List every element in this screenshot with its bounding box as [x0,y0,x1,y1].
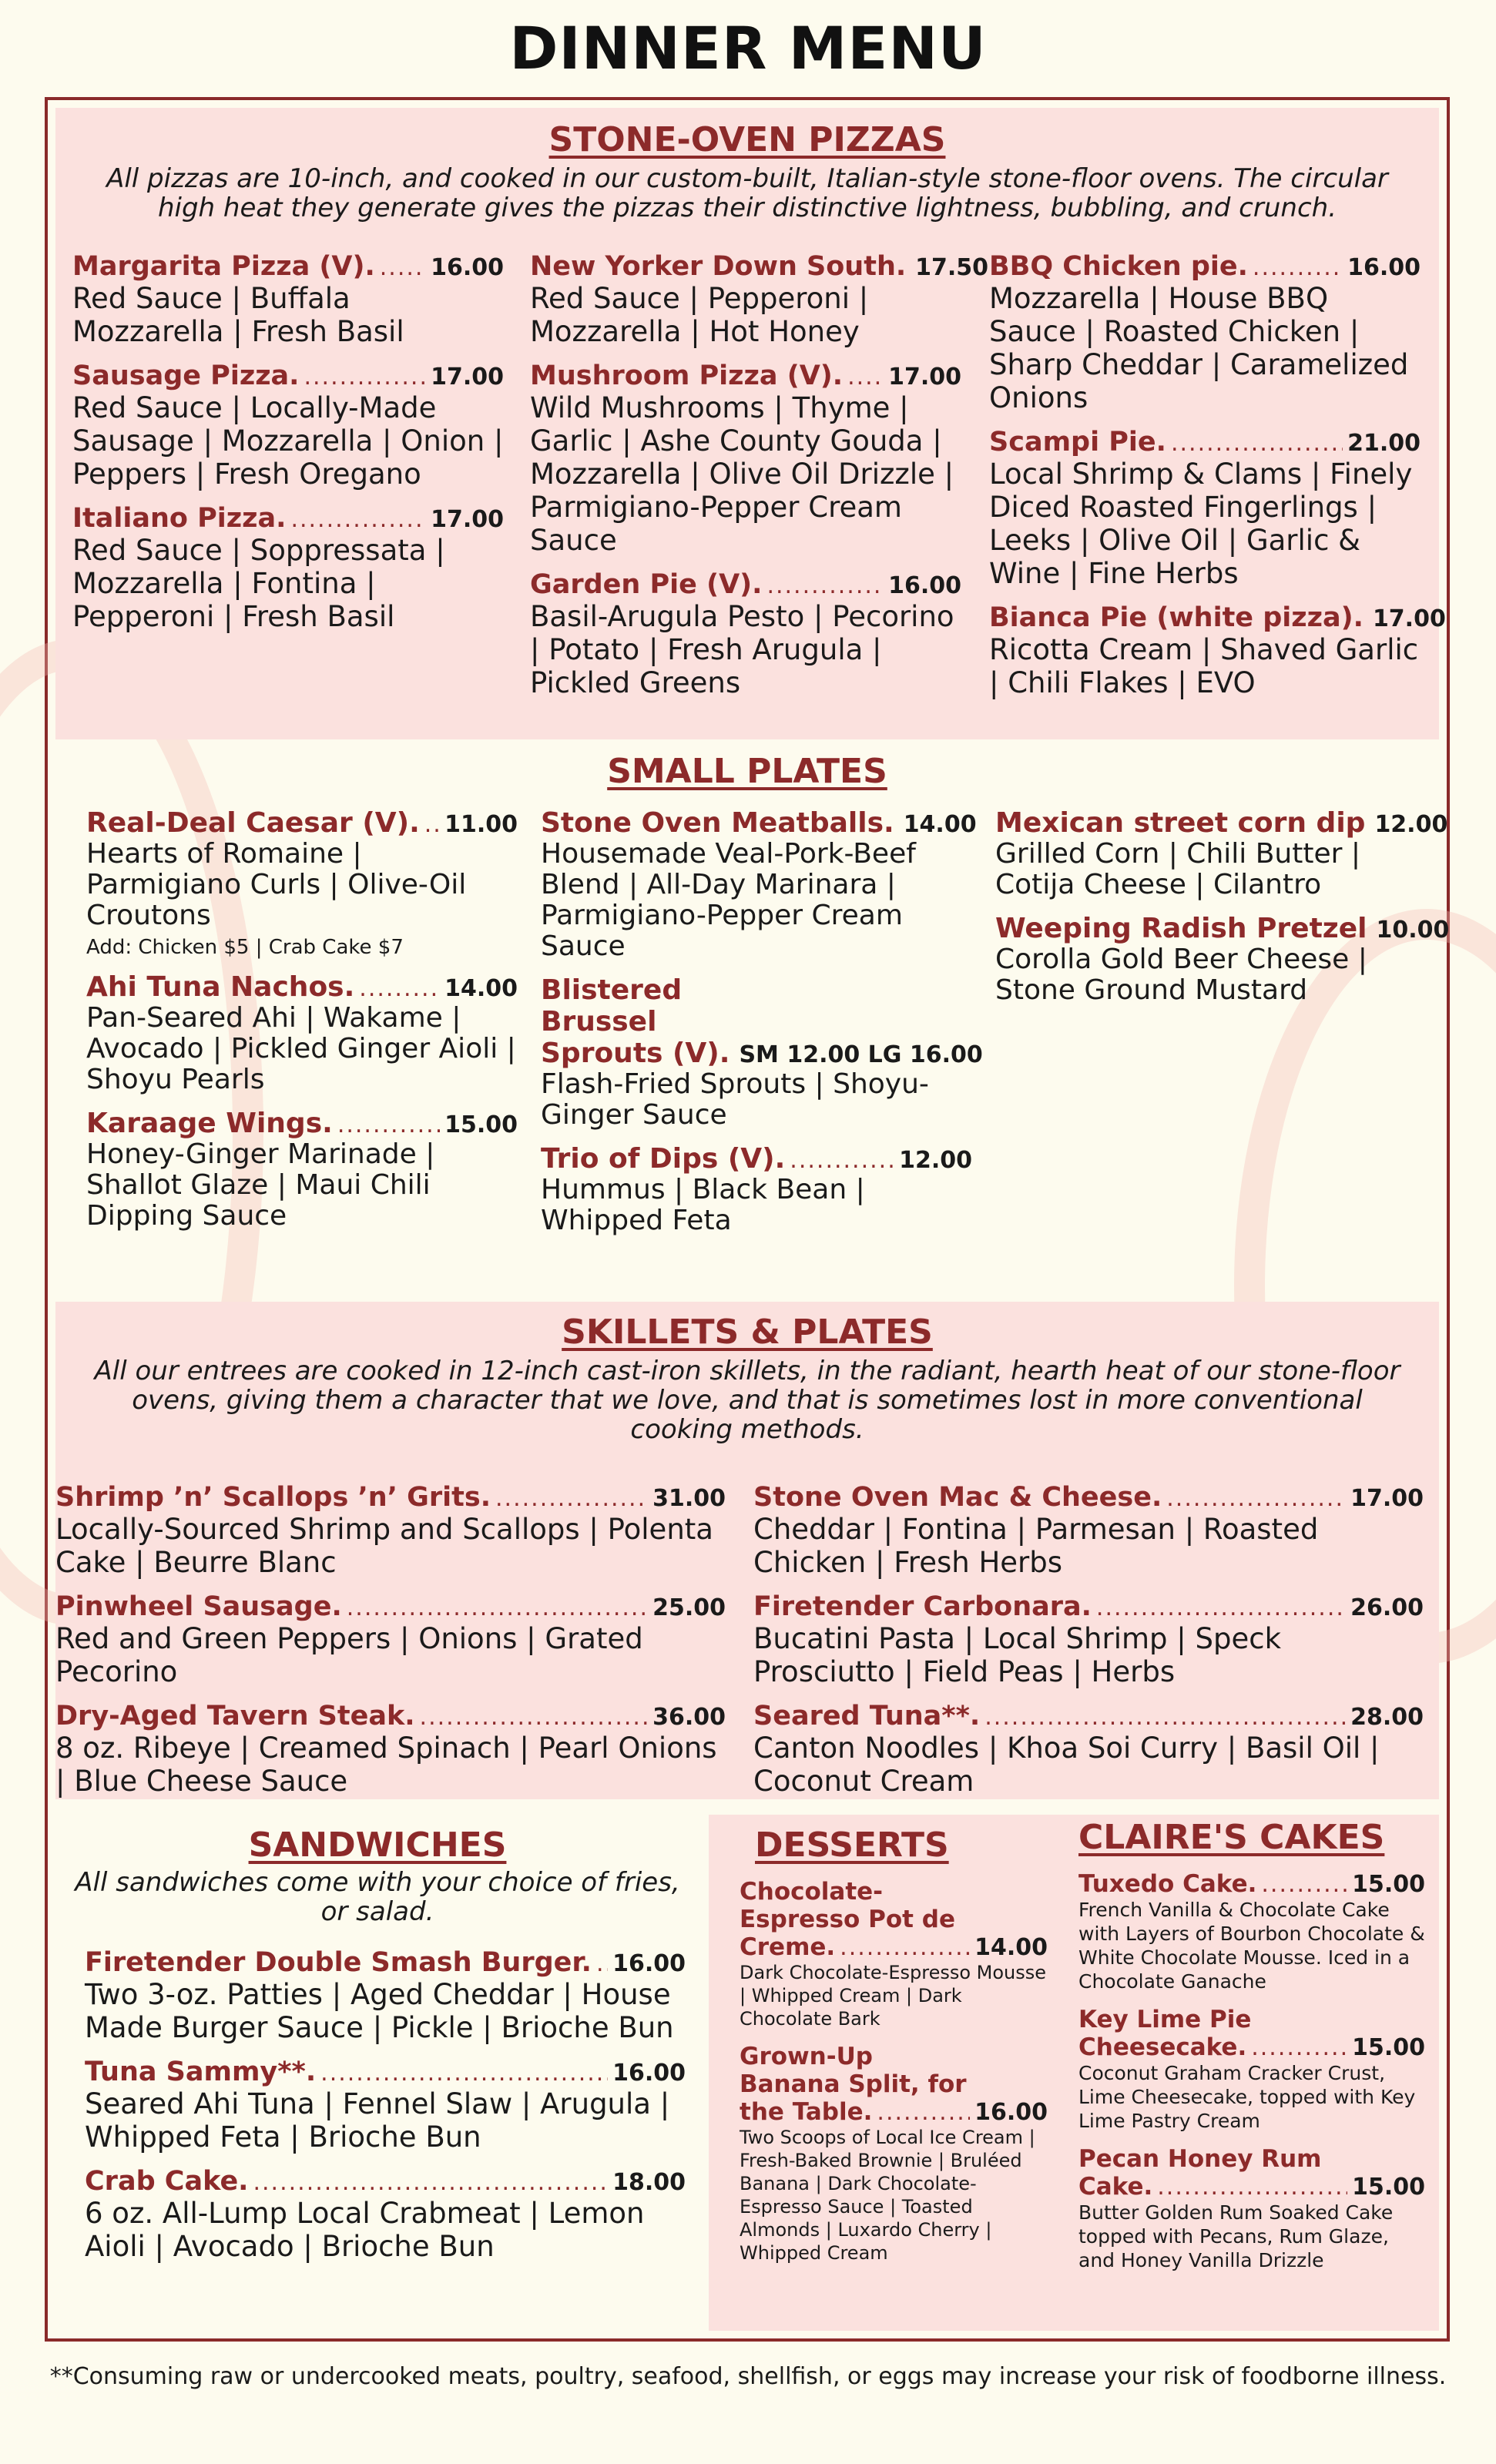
item-description: Coconut Graham Cracker Crust, Lime Cheesecake, topped with Key Lime Pastry Cream [1078,2062,1416,2132]
small-plates-col-1 [86,807,518,1244]
skillets-section [55,1302,1439,1799]
item-name: Real-Deal Caesar (V). [86,807,420,839]
item-header [1078,2173,1425,2201]
menu-item [530,569,961,699]
item-description: Locally-Sourced Shrimp and Scallops | Polenta Cake | Beurre Blanc [55,1513,713,1579]
item-name: Crab Cake. [85,2166,249,2197]
menu-item [995,807,1448,900]
leader-dots [1261,1871,1347,1898]
menu-item [86,971,518,1095]
item-price: 15.00 [1352,1871,1425,1898]
item-header [86,971,518,1003]
pizzas-col-3 [989,251,1446,712]
item-addon: Add: Chicken $5 | Crab Cake $7 [86,936,404,959]
footer-note: **Consuming raw or undercooked meats, poultry, seafood, shellfish, or eggs may increase your risk of foodborne illness. [49,2363,1447,2390]
menu-item [1078,2145,1425,2272]
item-name: Tuxedo Cake. [1078,1870,1257,1898]
item-header [530,251,989,282]
item-name: Pinwheel Sausage. [55,1591,342,1622]
desserts-section [709,1815,1439,2331]
leader-dots [596,1950,608,1977]
leader-dots [1096,1594,1346,1621]
item-name-line: Key Lime Pie [1078,2006,1252,2033]
item-price: 28.00 [1350,1704,1424,1731]
item-header [753,1701,1424,1732]
leader-dots [320,2060,608,2087]
menu-item [86,807,518,959]
item-name: Italiano Pizza. [72,503,287,534]
cakes-list [1078,1870,1425,2285]
item-price: 17.00 [1372,605,1446,632]
item-name: Bianca Pie (white pizza). [989,602,1364,633]
item-header [72,503,504,534]
item-description: 6 oz. All-Lump Local Crabmeat | Lemon Aioli | Avocado | Brioche Bun [85,2197,645,2263]
item-description: Hearts of Romaine | Parmigiano Curls | Olive-Oil Croutons [86,838,467,931]
item-description: 8 oz. Ribeye | Creamed Spinach | Pearl Onions | Blue Cheese Sauce [55,1732,717,1798]
item-price: 16.00 [612,1950,686,1977]
leader-dots [1157,2174,1347,2201]
item-description: Pan-Seared Ahi | Wakame | Avocado | Pickled Ginger Aioli | Shoyu Pearls [86,1002,516,1095]
item-name: New Yorker Down South. [530,251,907,282]
leader-dots [1166,1485,1346,1512]
item-name: the Table. [740,2098,873,2126]
menu-item [72,503,504,633]
item-price: 16.00 [431,254,504,281]
menu-item [85,2166,686,2263]
item-price: 16.00 [974,2099,1048,2126]
item-header [72,360,504,391]
menu-item [72,251,504,348]
item-price: 36.00 [652,1704,726,1731]
leader-dots [304,364,426,391]
item-name: Mushroom Pizza (V). [530,360,844,391]
item-description: Two Scoops of Local Ice Cream | Fresh-Baked Brownie | Bruléed Banana | Dark Chocolate-Espresso Sauce | Toasted Almonds | Luxardo Cherry | Whipped Cream [740,2127,1035,2264]
menu-item [740,1878,1048,2030]
item-header [989,427,1421,458]
small-plates-heading: SMALL PLATES [607,752,887,791]
item-price: 15.00 [1352,2034,1425,2061]
item-name: Ahi Tuna Nachos. [86,971,355,1003]
item-description: Red Sauce | Soppressata | Mozzarella | Fontina | Pepperoni | Fresh Basil [72,534,445,633]
item-header [541,1143,972,1175]
small-plates-col-2 [541,807,983,1249]
item-description: Canton Noodles | Khoa Soi Curry | Basil Oil | Coconut Cream [753,1732,1380,1798]
leader-dots [424,811,440,838]
item-description: Red and Green Peppers | Onions | Grated Pecorino [55,1622,643,1688]
menu-item [55,1591,726,1688]
item-name: Stone Oven Meatballs. [541,807,894,839]
leader-dots [1251,2034,1347,2061]
item-name: Dry-Aged Tavern Steak. [55,1701,415,1732]
item-description: French Vanilla & Chocolate Cake with Layers of Bourbon Chocolate & White Chocolate Mousse. Iced in a Chocolate Ganache [1078,1899,1425,1993]
leader-dots [290,506,426,533]
skillets-heading: SKILLETS & PLATES [562,1312,933,1352]
item-name: Stone Oven Mac & Cheese. [753,1482,1162,1513]
item-name: Weeping Radish Pretzel [995,913,1367,944]
item-name: Scampi Pie. [989,427,1166,458]
leader-dots [420,1704,649,1731]
page-title: DINNER MENU [509,14,987,82]
item-name: Tuna Sammy**. [85,2057,317,2087]
leader-dots [495,1485,648,1512]
cakes-heading: CLAIRE'S CAKES [1078,1818,1385,1857]
leader-dots [766,572,884,599]
menu-item [530,251,989,348]
desserts-list [740,1878,1048,2277]
item-description: Flash-Fried Sprouts | Shoyu-Ginger Sauce [541,1068,929,1131]
item-description: Hummus | Black Bean | Whipped Feta [541,1174,865,1236]
menu-item [85,2057,686,2154]
item-name: Firetender Double Smash Burger. [85,1947,592,1978]
item-price: 12.00 [1374,811,1448,838]
leader-dots [1253,254,1343,281]
item-header [55,1701,726,1732]
item-price: 15.00 [444,1111,518,1138]
item-header [541,807,977,839]
item-description: Grilled Corn | Chili Butter | Cotija Cheese | Cilantro [995,838,1360,900]
menu-item [753,1701,1424,1798]
item-header [740,2098,1048,2126]
item-name: Cake. [1078,2173,1153,2201]
menu-item [72,360,504,491]
leader-dots [337,1111,440,1138]
item-name: Shrimp ’n’ Scallops ’n’ Grits. [55,1482,491,1513]
item-price: 18.00 [612,2169,686,2196]
item-description: Housemade Veal-Pork-Beef Blend | All-Day Marinara | Parmigiano-Pepper Cream Sauce [541,838,916,962]
item-header [1078,2033,1425,2061]
item-price: 12.00 [899,1147,972,1174]
item-name: Firetender Carbonara. [753,1591,1092,1622]
item-price: 16.00 [1347,254,1421,281]
item-header [995,807,1448,839]
menu-item [85,1947,686,2044]
item-name: Karaage Wings. [86,1108,333,1139]
item-header [85,2166,686,2197]
item-name: BBQ Chicken pie. [989,251,1248,282]
menu-item [753,1591,1424,1688]
leader-dots [847,364,884,391]
menu-item [530,360,961,557]
sandwiches-section [55,1815,699,2331]
item-name: Mexican street corn dip [995,807,1366,839]
leader-dots [380,254,426,281]
item-description: Two 3-oz. Patties | Aged Cheddar | House Made Burger Sauce | Pickle | Brioche Bun [85,1978,674,2044]
item-name: Trio of Dips (V). [541,1143,786,1175]
item-header [55,1482,726,1513]
sandwiches-intro: All sandwiches come with your choice of fries, or salad. [75,1867,680,1927]
item-name-line: Pecan Honey Rum [1078,2145,1322,2173]
leader-dots [347,1594,648,1621]
item-price: 31.00 [652,1485,726,1512]
item-description: Corolla Gold Beer Cheese | Stone Ground Mustard [995,944,1367,1006]
item-description: Basil-Arugula Pesto | Pecorino | Potato | Fresh Arugula | Pickled Greens [530,600,954,699]
item-name-line: Chocolate- [740,1878,884,1906]
item-price: 14.00 [444,975,518,1002]
sandwiches-list [85,1947,686,2275]
item-description: Cheddar | Fontina | Parmesan | Roasted Chicken | Fresh Herbs [753,1513,1319,1579]
leader-dots [984,1704,1346,1731]
item-header [72,251,504,282]
item-description: Red Sauce | Buffala Mozzarella | Fresh Basil [72,282,404,348]
item-price: 14.00 [903,811,977,838]
item-name: Sausage Pizza. [72,360,300,391]
item-price: 10.00 [1376,917,1450,944]
item-description: Bucatini Pasta | Local Shrimp | Speck Prosciutto | Field Peas | Herbs [753,1622,1282,1688]
item-price: 17.00 [888,364,961,391]
item-price: 25.00 [652,1594,726,1621]
menu-item [989,251,1421,414]
item-name: Creme. [740,1933,836,1961]
menu-item [86,1108,518,1232]
leader-dots [1171,430,1343,457]
item-name-line: Blistered [541,974,683,1006]
item-name: Garden Pie (V). [530,569,763,600]
menu-item [995,913,1450,1006]
sandwiches-heading: SANDWICHES [248,1825,507,1865]
menu-item [541,1143,972,1236]
item-price: 17.00 [431,364,504,391]
item-description: Butter Golden Rum Soaked Cake topped with Pecans, Rum Glaze, and Honey Vanilla Drizzle [1078,2201,1394,2271]
item-name-line: Banana Split, for [740,2070,967,2098]
small-plates-section [55,739,1450,1317]
menu-item [740,2043,1048,2265]
item-header [86,1108,518,1139]
item-header [530,360,961,391]
item-header [995,913,1450,944]
item-name-line: Grown-Up [740,2043,873,2070]
menu-item [541,807,977,962]
item-header [530,569,961,600]
menu-item [1078,1870,1425,1993]
pizzas-intro: All pizzas are 10-inch, and cooked in our custom-built, Italian-style stone-floor ovens. The circular high heat they generate gives the pizzas their distinctive lightness, bubbling, and crunch. [106,163,1388,223]
item-price: SM 12.00 LG 16.00 [739,1041,983,1068]
skillets-col-1 [55,1482,726,1810]
leader-dots [840,1934,970,1961]
leader-dots [253,2169,608,2196]
item-price: 17.00 [1350,1485,1424,1512]
menu-item [541,974,983,1131]
item-price: 11.00 [444,811,518,838]
menu-item [753,1482,1424,1579]
skillets-intro: All our entrees are cooked in 12-inch cast-iron skillets, in the radiant, hearth heat of our stone-floor ovens, giving them a character that we love, and that is sometimes lost in more conventional cooking methods. [94,1356,1400,1445]
item-price: 17.00 [431,506,504,533]
item-header [989,602,1446,633]
item-price: 14.00 [974,1934,1048,1961]
menu-item [55,1701,726,1798]
menu-item [1078,2006,1425,2133]
item-name-line: Brussel [541,1006,657,1038]
item-header [86,807,518,839]
menu-item [989,427,1421,590]
small-plates-col-3 [995,807,1450,1018]
item-header [1078,1870,1425,1898]
leader-dots [790,1147,894,1174]
menu-item [989,602,1446,699]
menu-frame [45,97,1450,2342]
item-price: 26.00 [1350,1594,1424,1621]
item-description: Wild Mushrooms | Thyme | Garlic | Ashe County Gouda | Mozzarella | Olive Oil Drizzle | Parmigiano-Pepper Cream Sauce [530,391,954,557]
item-header [740,1933,1048,1961]
item-price: 16.00 [612,2060,686,2087]
item-description: Dark Chocolate-Espresso Mousse | Whipped Cream | Dark Chocolate Bark [740,1962,1047,2030]
item-description: Honey-Ginger Marinade | Shallot Glaze | Maui Chili Dipping Sauce [86,1138,435,1232]
pizzas-col-1 [72,251,504,645]
leader-dots [359,975,440,1002]
pizzas-section [55,108,1446,739]
item-description: Local Shrimp & Clams | Finely Diced Roasted Fingerlings | Leeks | Olive Oil | Garlic & Wine | Fine Herbs [989,458,1413,590]
item-price: 15.00 [1352,2174,1425,2201]
item-description: Red Sauce | Pepperoni | Mozzarella | Hot Honey [530,282,869,348]
item-name: Cheesecake. [1078,2033,1247,2061]
item-price: 21.00 [1347,430,1421,457]
item-header [55,1591,726,1622]
desserts-heading: DESSERTS [755,1825,949,1865]
item-price: 17.50 [915,254,989,281]
item-description: Ricotta Cream | Shaved Garlic | Chili Flakes | EVO [989,633,1419,699]
item-name: Sprouts (V). [541,1038,730,1069]
item-header [989,251,1421,282]
item-price: 16.00 [888,572,961,599]
pizzas-heading: STONE-OVEN PIZZAS [548,120,946,159]
item-header [753,1482,1424,1513]
skillets-col-2 [753,1482,1424,1810]
item-header [85,2057,686,2087]
item-header [85,1947,686,1978]
item-header [541,1038,983,1069]
item-name: Margarita Pizza (V). [72,251,375,282]
menu-item [55,1482,726,1579]
pizzas-col-2 [530,251,989,712]
item-description: Red Sauce | Locally-Made Sausage | Mozzarella | Onion | Peppers | Fresh Oregano [72,391,504,491]
item-description: Mozzarella | House BBQ Sauce | Roasted Chicken | Sharp Cheddar | Caramelized Onions [989,282,1409,414]
item-description: Seared Ahi Tuna | Fennel Slaw | Arugula | Whipped Feta | Brioche Bun [85,2087,670,2154]
item-name: Seared Tuna**. [753,1701,981,1732]
item-name-line: Espresso Pot de [740,1906,955,1933]
leader-dots [877,2099,970,2126]
item-header [753,1591,1424,1622]
